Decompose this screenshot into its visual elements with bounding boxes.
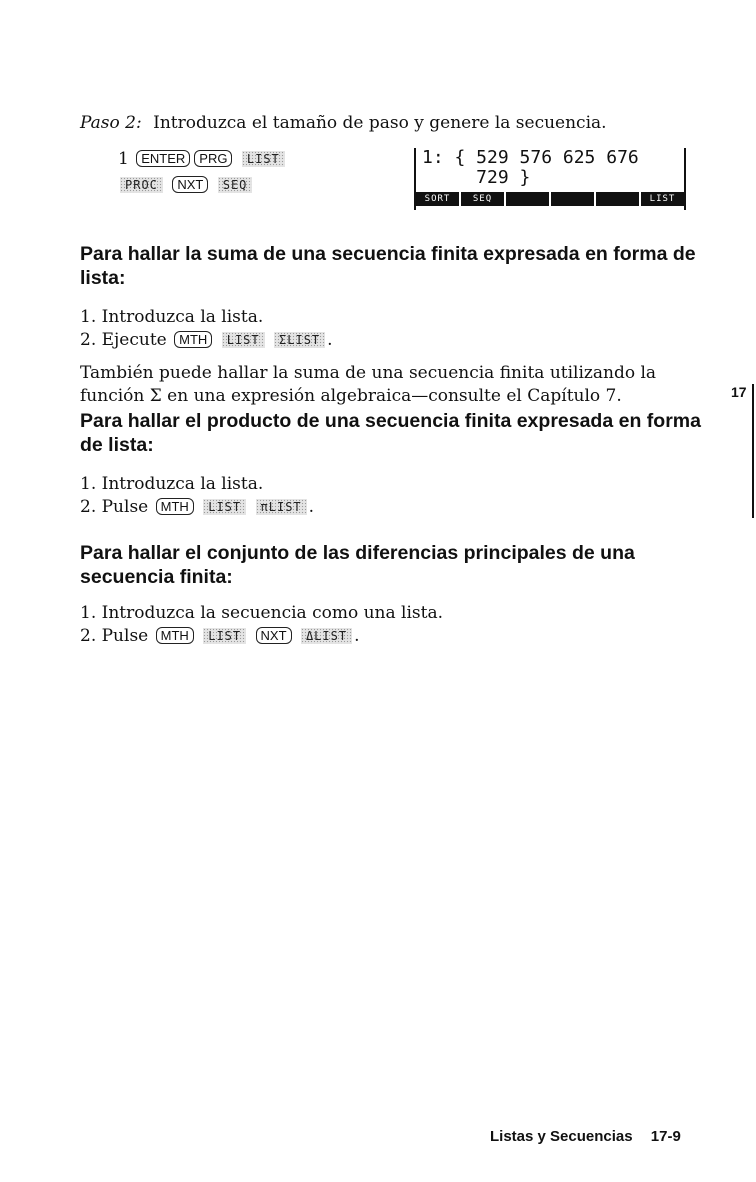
keystroke-line-2	[118, 174, 254, 197]
period: .	[327, 330, 333, 350]
step-diferencias-2-prefix: 2. Pulse	[80, 626, 149, 646]
footer-page-number: 17-9	[650, 1128, 681, 1145]
menu-cell-blank	[551, 192, 594, 206]
menu-cell-seq: SEQ	[461, 192, 504, 206]
enter-key: ENTER	[136, 150, 190, 167]
step-suma-2-prefix: 2. Ejecute	[80, 330, 167, 350]
nxt-key: NXT	[172, 176, 208, 193]
step-text: Introduzca el tamaño de paso y genere la secuencia.	[153, 113, 607, 133]
footer-title: Listas y Secuencias	[490, 1128, 633, 1145]
step-producto-1: 1. Introduzca la lista.	[80, 474, 264, 494]
screen-menu-bar	[416, 192, 684, 206]
note-suma: También puede hallar la suma de una secuencia finita utilizando la función Σ en una expresión algebraica—consulte el Capítulo 7.	[80, 363, 657, 406]
steps-producto	[80, 473, 710, 519]
chapter-tab: 17	[731, 384, 747, 400]
period: .	[308, 497, 315, 517]
number-one: 1	[118, 149, 129, 169]
prg-key: PRG	[194, 150, 232, 167]
sigma-list-menu-key: ΣLIST	[274, 332, 325, 348]
step-producto-2-prefix: 2. Pulse	[80, 497, 149, 517]
list-menu-key: LIST	[203, 628, 246, 644]
steps-diferencias	[80, 602, 710, 648]
chapter-tab-bar	[752, 384, 754, 518]
proc-menu-key: PROC	[120, 177, 163, 193]
step-suma-2	[80, 329, 710, 352]
keystroke-line-1	[118, 148, 287, 171]
pi-list-menu-key: πLIST	[256, 499, 307, 515]
step-producto-2	[80, 496, 710, 519]
list-menu-key: LIST	[242, 151, 285, 167]
menu-cell-blank	[506, 192, 549, 206]
nxt-key: NXT	[256, 627, 292, 644]
period: .	[354, 626, 360, 646]
steps-suma	[80, 306, 710, 352]
calculator-screen	[414, 148, 686, 210]
step-suma-1: 1. Introduzca la lista.	[80, 307, 264, 327]
step-label: Paso 2:	[80, 113, 142, 133]
menu-cell-sort: SORT	[416, 192, 459, 206]
step-diferencias-2	[80, 625, 710, 648]
list-menu-key: LIST	[203, 499, 246, 515]
menu-cell-list: LIST	[641, 192, 684, 206]
heading-diferencias: Para hallar el conjunto de las diferencias principales de una secuencia finita:	[80, 542, 635, 588]
menu-cell-blank	[596, 192, 639, 206]
heading-producto: Para hallar el producto de una secuencia finita expresada en forma de lista:	[80, 410, 701, 456]
list-menu-key: LIST	[222, 332, 265, 348]
step-intro	[80, 112, 720, 135]
heading-suma: Para hallar la suma de una secuencia finita expresada en forma de lista:	[80, 243, 696, 289]
page-footer	[490, 1128, 710, 1145]
seq-menu-key: SEQ	[218, 177, 253, 193]
delta-list-menu-key: ΔLIST	[301, 628, 352, 644]
mth-key: MTH	[174, 331, 212, 348]
screen-line-1: 1: { 529 576 625 676	[422, 147, 639, 168]
mth-key: MTH	[156, 627, 194, 644]
screen-line-2: 729 }	[422, 167, 531, 188]
step-diferencias-1: 1. Introduzca la secuencia como una lista.	[80, 603, 443, 623]
mth-key: MTH	[156, 498, 194, 515]
